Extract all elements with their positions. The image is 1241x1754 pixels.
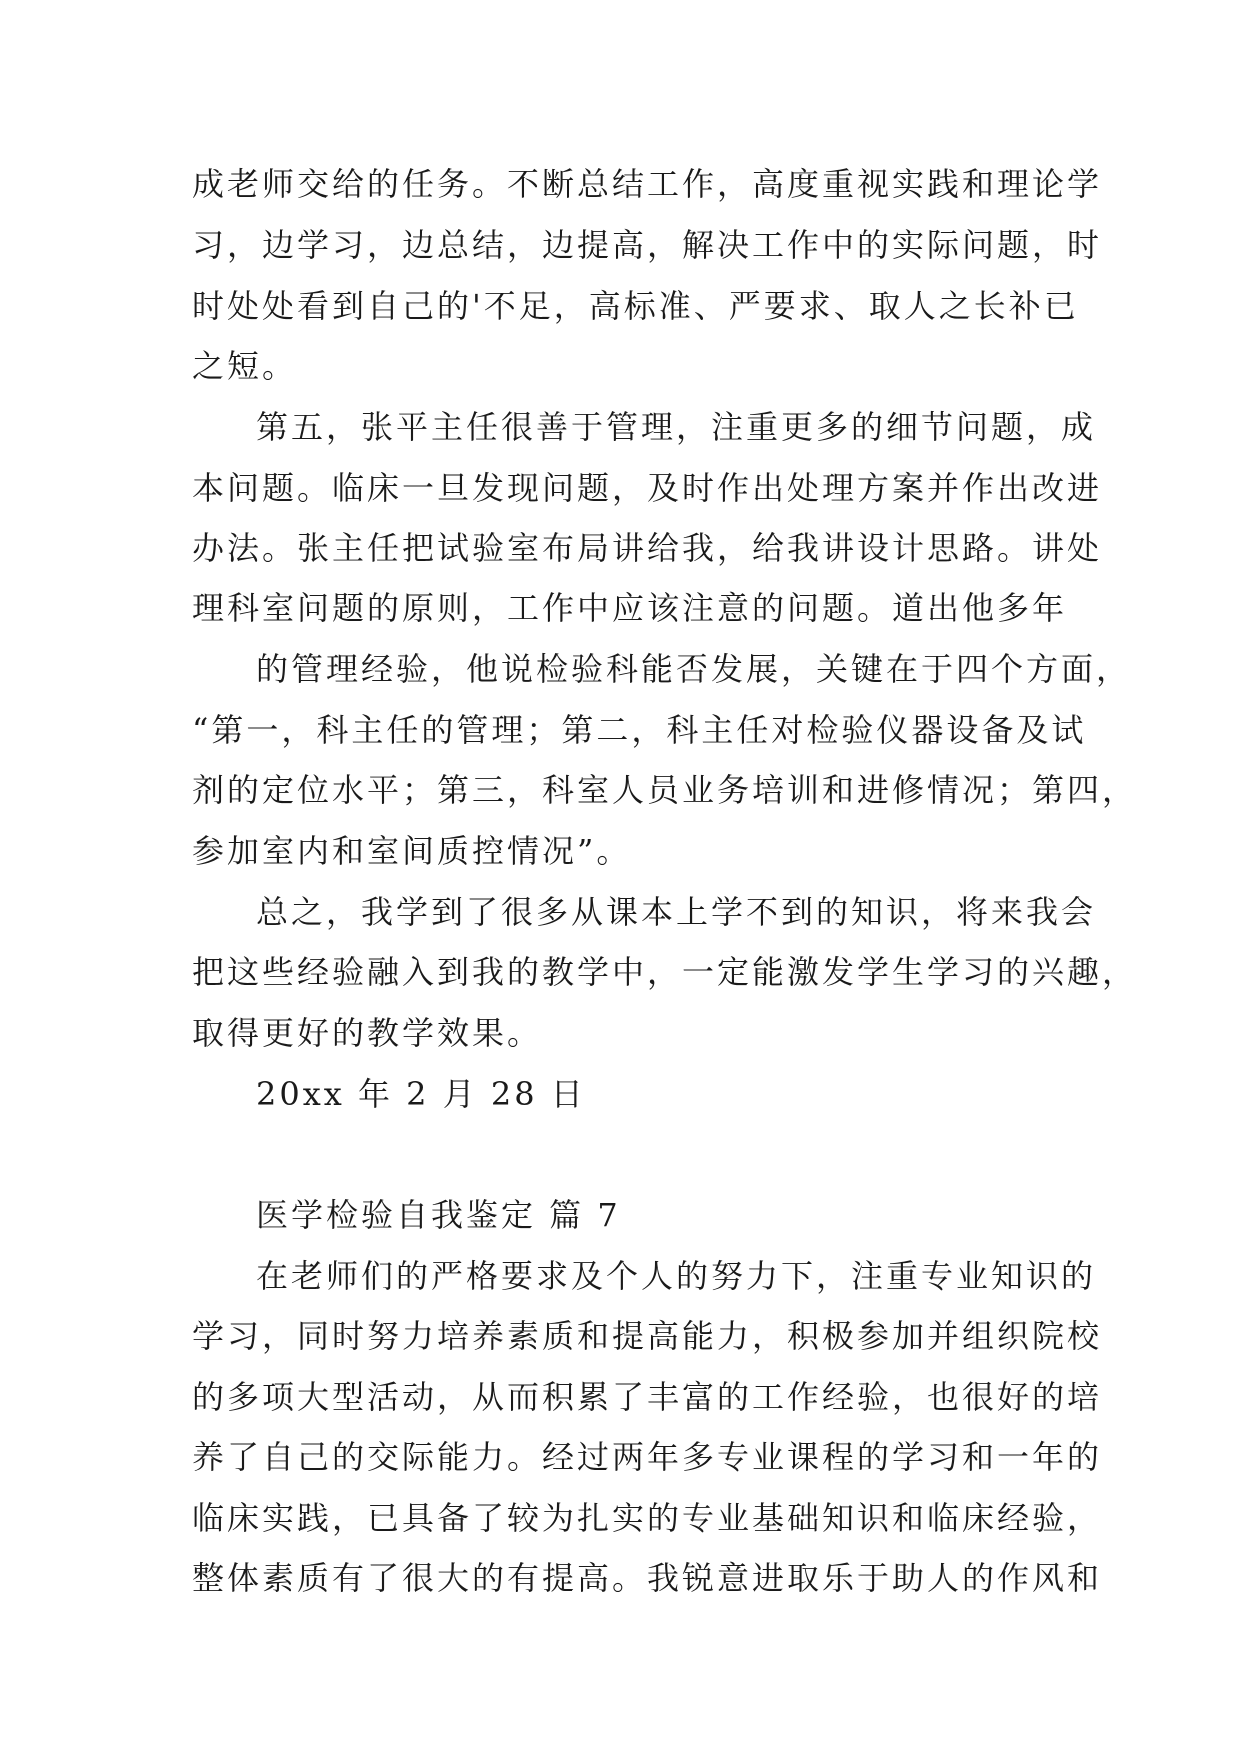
text-line: 学习，同时努力培养素质和提高能力，积极参加并组织院校 <box>192 1317 1103 1355</box>
text-line: 取得更好的教学效果。 <box>192 1014 543 1052</box>
paragraph-first-line: 的管理经验，他说检验科能否发展，关键在于四个方面， <box>256 650 1132 688</box>
text-line: 理科室问题的原则，工作中应该注意的问题。道出他多年 <box>192 589 1068 627</box>
text-line: 养了自己的交际能力。经过两年多专业课程的学习和一年的 <box>192 1438 1103 1476</box>
text-line: 参加室内和室间质控情况”。 <box>192 832 632 870</box>
text-line: 时处处看到自己的'不足，高标准、严要求、取人之长补已 <box>192 287 1079 325</box>
section-heading: 医学检验自我鉴定 篇 7 <box>256 1196 621 1234</box>
paragraph-first-line: 总之，我学到了很多从课本上学不到的知识，将来我会 <box>256 893 1097 931</box>
text-line: 本问题。临床一旦发现问题，及时作出处理方案并作出改进 <box>192 469 1103 507</box>
text-line: 习，边学习，边总结，边提高，解决工作中的实际问题，时 <box>192 226 1103 264</box>
text-line: 剂的定位水平；第三，科室人员业务培训和进修情况；第四， <box>192 771 1138 809</box>
text-line: 成老师交给的任务。不断总结工作，高度重视实践和理论学 <box>192 165 1103 203</box>
date-line: 20xx 年 2 月 28 日 <box>256 1075 586 1113</box>
text-line: 之短。 <box>192 347 298 385</box>
text-line: 临床实践，已具备了较为扎实的专业基础知识和临床经验， <box>192 1499 1103 1537</box>
text-line: 办法。张主任把试验室布局讲给我，给我讲设计思路。讲处 <box>192 529 1103 567</box>
text-line: “第一，科主任的管理；第二，科主任对检验仪器设备及试 <box>192 711 1087 749</box>
text-line: 的多项大型活动，从而积累了丰富的工作经验，也很好的培 <box>192 1378 1103 1416</box>
paragraph-first-line: 第五，张平主任很善于管理，注重更多的细节问题，成 <box>256 408 1097 446</box>
text-line: 整体素质有了很大的有提高。我锐意进取乐于助人的作风和 <box>192 1559 1103 1597</box>
paragraph-first-line: 在老师们的严格要求及个人的努力下，注重专业知识的 <box>256 1257 1097 1295</box>
text-line: 把这些经验融入到我的教学中，一定能激发学生学习的兴趣， <box>192 953 1138 991</box>
